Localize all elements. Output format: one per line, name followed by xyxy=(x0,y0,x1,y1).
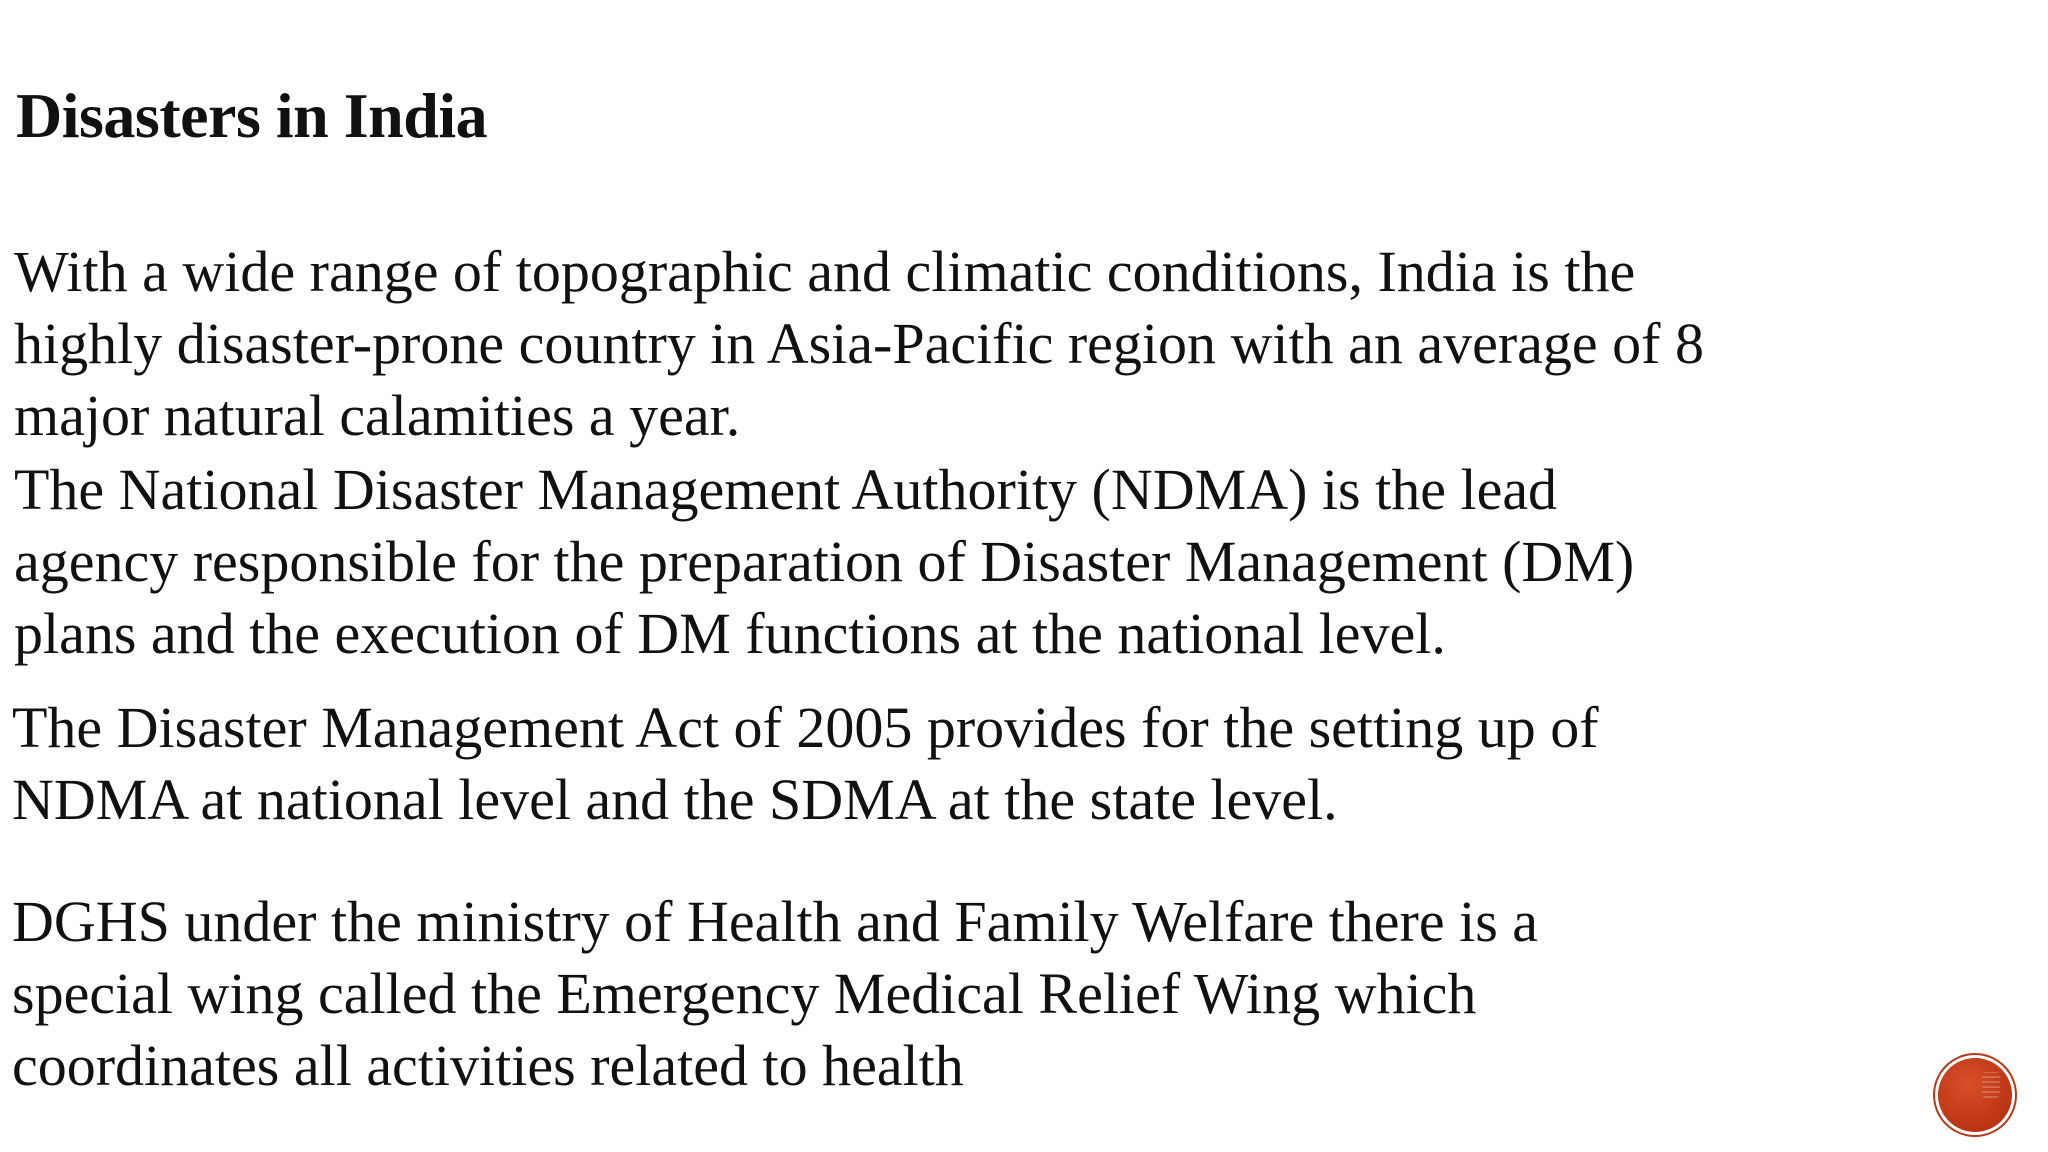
paragraph-line: The Disaster Management Act of 2005 provides for the setting up of xyxy=(12,695,1599,760)
paragraph-line: special wing called the Emergency Medical Relief Wing which xyxy=(12,961,1477,1026)
paragraph-line: agency responsible for the preparation of Disaster Management (DM) xyxy=(14,529,1635,594)
paragraph-disaster-prone xyxy=(14,236,2044,452)
paragraph-line: With a wide range of topographic and climatic conditions, India is the xyxy=(14,239,1636,304)
paragraph-line: coordinates all activities related to health xyxy=(12,1033,964,1098)
slide-title: Disasters in India xyxy=(16,80,488,151)
decorative-circle-icon xyxy=(1938,1058,2012,1132)
paragraph-line: DGHS under the ministry of Health and Family Welfare there is a xyxy=(12,889,1539,954)
paragraph-line: plans and the execution of DM functions at the national level. xyxy=(14,601,1446,666)
paragraph-line: major natural calamities a year. xyxy=(14,383,741,448)
paragraph-dghs xyxy=(12,886,2042,1102)
paragraph-line: highly disaster-prone country in Asia-Pacific region with an average of 8 xyxy=(14,311,1704,376)
paragraph-ndma xyxy=(14,454,2044,670)
paragraph-line: The National Disaster Management Authority (NDMA) is the lead xyxy=(14,457,1558,522)
paragraph-dm-act xyxy=(12,692,2042,836)
paragraph-line: NDMA at national level and the SDMA at the state level. xyxy=(12,767,1338,832)
